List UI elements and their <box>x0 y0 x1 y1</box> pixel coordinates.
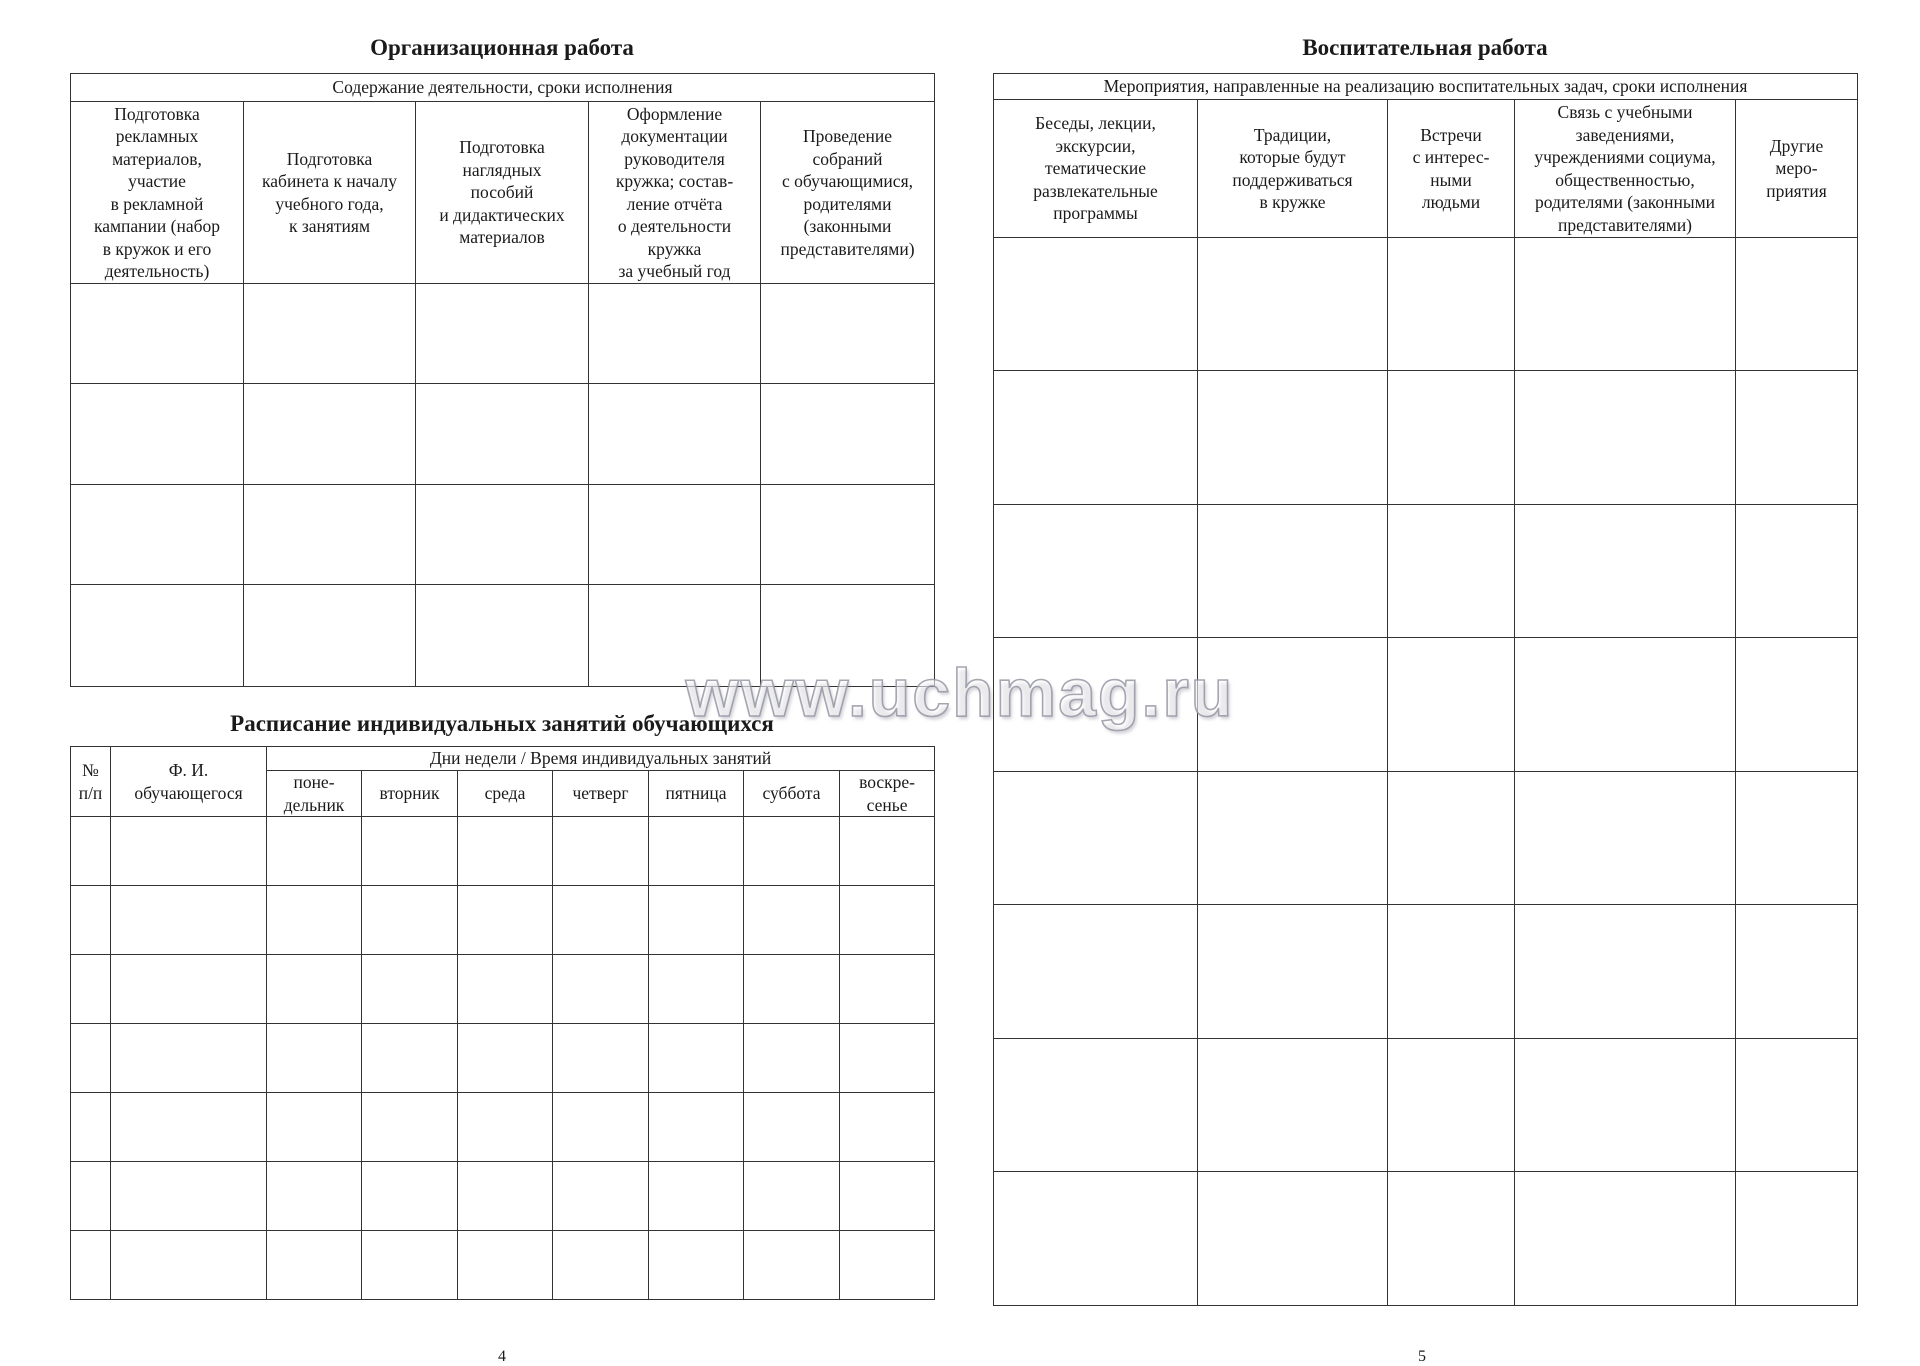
org-column-header: Подготовка наглядных пособий и дидактических материалов <box>416 102 589 284</box>
table-cell[interactable] <box>994 238 1198 371</box>
table-cell[interactable] <box>649 1162 744 1231</box>
table-cell[interactable] <box>1388 905 1515 1039</box>
table-cell[interactable] <box>244 384 416 485</box>
watermark: www.uchmag.ru <box>685 655 1235 731</box>
table-row <box>994 505 1858 638</box>
table-cell[interactable] <box>744 1093 840 1162</box>
table-cell[interactable] <box>267 1093 362 1162</box>
table-cell[interactable] <box>1515 371 1736 505</box>
day-header-tuesday: вторник <box>362 771 458 817</box>
table-cell[interactable] <box>553 1093 649 1162</box>
table-cell[interactable] <box>1388 371 1515 505</box>
table-cell[interactable] <box>649 1093 744 1162</box>
table-row <box>994 1172 1858 1306</box>
student-name-header: Ф. И. обучающегося <box>111 747 267 817</box>
day-header-sunday: воскре- сенье <box>840 771 935 817</box>
table-cell[interactable] <box>1388 505 1515 638</box>
table-cell[interactable] <box>1736 772 1858 905</box>
table-cell[interactable] <box>744 817 840 886</box>
table-cell[interactable] <box>267 886 362 955</box>
table-cell[interactable] <box>589 485 761 585</box>
table-row <box>71 817 935 886</box>
table-cell[interactable] <box>1198 772 1388 905</box>
table-cell[interactable] <box>71 1162 111 1231</box>
table-cell[interactable] <box>994 1039 1198 1172</box>
table-cell[interactable] <box>744 1231 840 1300</box>
table-cell[interactable] <box>1736 1039 1858 1172</box>
table-cell[interactable] <box>553 1024 649 1093</box>
table-cell[interactable] <box>362 955 458 1024</box>
day-header-friday: пятница <box>649 771 744 817</box>
table-cell[interactable] <box>244 485 416 585</box>
table-row <box>71 1024 935 1093</box>
table-cell[interactable] <box>553 955 649 1024</box>
table-cell[interactable] <box>111 817 267 886</box>
table-cell[interactable] <box>71 1024 111 1093</box>
table-cell[interactable] <box>71 585 244 687</box>
table-cell[interactable] <box>1736 238 1858 371</box>
table-cell[interactable] <box>71 1093 111 1162</box>
table-cell[interactable] <box>761 485 935 585</box>
edu-column-header: Другие меро- приятия <box>1736 100 1858 238</box>
table-cell[interactable] <box>416 384 589 485</box>
edu-column-header: Связь с учебными заведениями, учреждениями социума, общественностью, родителями (законными представителями) <box>1515 100 1736 238</box>
edu-column-header: Традиции, которые будут поддерживаться в кружке <box>1198 100 1388 238</box>
table-cell[interactable] <box>1388 238 1515 371</box>
table-cell[interactable] <box>840 1093 935 1162</box>
table-row <box>994 238 1858 371</box>
table-cell[interactable] <box>362 817 458 886</box>
table-cell[interactable] <box>458 1093 553 1162</box>
table-cell[interactable] <box>416 284 589 384</box>
table-cell[interactable] <box>362 1231 458 1300</box>
table-row <box>71 1162 935 1231</box>
day-header-wednesday: среда <box>458 771 553 817</box>
table-row <box>71 1093 935 1162</box>
table-cell[interactable] <box>267 955 362 1024</box>
table-cell[interactable] <box>267 1231 362 1300</box>
table-row <box>71 485 935 585</box>
table-row <box>994 371 1858 505</box>
table-cell[interactable] <box>840 1162 935 1231</box>
table-cell[interactable] <box>761 284 935 384</box>
table-cell[interactable] <box>1198 905 1388 1039</box>
table-row <box>71 886 935 955</box>
org-column-header: Подготовка рекламных материалов, участие в рекламной кампании (набор в кружок и его деятельность) <box>71 102 244 284</box>
table-cell[interactable] <box>1388 772 1515 905</box>
table-row <box>71 955 935 1024</box>
edu-column-header: Беседы, лекции, экскурсии, тематические развлекательные программы <box>994 100 1198 238</box>
day-header-thursday: четверг <box>553 771 649 817</box>
number-header: № п/п <box>71 747 111 817</box>
table-cell[interactable] <box>840 955 935 1024</box>
table-cell[interactable] <box>1198 1039 1388 1172</box>
table-cell[interactable] <box>744 1024 840 1093</box>
table-cell[interactable] <box>71 284 244 384</box>
org-column-header: Оформление документации руководителя кружка; состав- ление отчёта о деятельности кружка за учебный год <box>589 102 761 284</box>
schedule-title: Расписание индивидуальных занятий обучающихся <box>230 711 774 736</box>
table-cell[interactable] <box>71 384 244 485</box>
table-cell[interactable] <box>1198 371 1388 505</box>
table-cell[interactable] <box>71 886 111 955</box>
table-cell[interactable] <box>553 1231 649 1300</box>
days-group-header: Дни недели / Время индивидуальных занятий <box>267 747 935 771</box>
table-cell[interactable] <box>362 1093 458 1162</box>
day-header-monday: поне- дельник <box>267 771 362 817</box>
table-cell[interactable] <box>458 1162 553 1231</box>
table-cell[interactable] <box>840 886 935 955</box>
table-cell[interactable] <box>840 1024 935 1093</box>
table-cell[interactable] <box>1198 638 1388 772</box>
table-cell[interactable] <box>589 284 761 384</box>
table-cell[interactable] <box>994 1172 1198 1306</box>
table-cell[interactable] <box>553 817 649 886</box>
table-cell[interactable] <box>649 1024 744 1093</box>
table-cell[interactable] <box>458 886 553 955</box>
table-cell[interactable] <box>1388 638 1515 772</box>
table-cell[interactable] <box>267 1162 362 1231</box>
table-cell[interactable] <box>1198 1172 1388 1306</box>
page-number-left: 4 <box>498 1348 506 1365</box>
table-row <box>71 1231 935 1300</box>
table-cell[interactable] <box>1736 905 1858 1039</box>
table-cell[interactable] <box>1736 638 1858 772</box>
table-cell[interactable] <box>71 1231 111 1300</box>
table-row <box>994 1039 1858 1172</box>
org-column-header: Проведение собраний с обучающимися, родителями (законными представителями) <box>761 102 935 284</box>
table-row <box>994 772 1858 905</box>
table-cell[interactable] <box>994 905 1198 1039</box>
table-row <box>71 284 935 384</box>
table-cell[interactable] <box>1515 638 1736 772</box>
edu-group-header: Мероприятия, направленные на реализацию воспитательных задач, сроки исполнения <box>994 74 1858 100</box>
table-cell[interactable] <box>744 1162 840 1231</box>
org-work-table <box>70 73 935 687</box>
table-cell[interactable] <box>649 955 744 1024</box>
table-cell[interactable] <box>244 585 416 687</box>
table-cell[interactable] <box>649 817 744 886</box>
table-cell[interactable] <box>362 1162 458 1231</box>
table-cell[interactable] <box>71 955 111 1024</box>
table-cell[interactable] <box>744 955 840 1024</box>
table-cell[interactable] <box>1736 505 1858 638</box>
table-cell[interactable] <box>649 886 744 955</box>
schedule-table <box>70 746 935 1300</box>
table-cell[interactable] <box>416 485 589 585</box>
table-cell[interactable] <box>111 1024 267 1093</box>
table-cell[interactable] <box>267 1024 362 1093</box>
table-cell[interactable] <box>111 1093 267 1162</box>
table-cell[interactable] <box>1198 505 1388 638</box>
table-cell[interactable] <box>994 371 1198 505</box>
table-cell[interactable] <box>761 585 935 687</box>
org-column-header: Подготовка кабинета к началу учебного года, к занятиям <box>244 102 416 284</box>
table-cell[interactable] <box>458 817 553 886</box>
table-cell[interactable] <box>111 886 267 955</box>
table-cell[interactable] <box>589 585 761 687</box>
table-cell[interactable] <box>71 485 244 585</box>
table-cell[interactable] <box>744 886 840 955</box>
table-cell[interactable] <box>1515 772 1736 905</box>
table-cell[interactable] <box>71 817 111 886</box>
table-cell[interactable] <box>761 384 935 485</box>
day-header-saturday: суббота <box>744 771 840 817</box>
table-cell[interactable] <box>416 585 589 687</box>
table-cell[interactable] <box>589 384 761 485</box>
table-cell[interactable] <box>111 955 267 1024</box>
edu-work-table <box>993 73 1858 1306</box>
table-row <box>994 638 1858 772</box>
table-cell[interactable] <box>362 886 458 955</box>
table-cell[interactable] <box>1736 1172 1858 1306</box>
table-cell[interactable] <box>994 772 1198 905</box>
table-row <box>994 905 1858 1039</box>
table-cell[interactable] <box>244 284 416 384</box>
table-cell[interactable] <box>1515 1172 1736 1306</box>
table-cell[interactable] <box>840 1231 935 1300</box>
table-cell[interactable] <box>1515 905 1736 1039</box>
table-cell[interactable] <box>649 1231 744 1300</box>
table-cell[interactable] <box>994 638 1198 772</box>
table-cell[interactable] <box>458 1024 553 1093</box>
table-cell[interactable] <box>1515 1039 1736 1172</box>
table-cell[interactable] <box>1388 1172 1515 1306</box>
edu-column-header: Встречи с интерес- ными людьми <box>1388 100 1515 238</box>
table-row <box>71 585 935 687</box>
table-cell[interactable] <box>362 1024 458 1093</box>
table-cell[interactable] <box>553 1162 649 1231</box>
table-cell[interactable] <box>994 505 1198 638</box>
table-cell[interactable] <box>1515 505 1736 638</box>
table-row <box>71 384 935 485</box>
table-cell[interactable] <box>840 817 935 886</box>
table-cell[interactable] <box>458 955 553 1024</box>
table-cell[interactable] <box>267 817 362 886</box>
table-cell[interactable] <box>111 1231 267 1300</box>
table-cell[interactable] <box>111 1162 267 1231</box>
table-cell[interactable] <box>553 886 649 955</box>
org-group-header: Содержание деятельности, сроки исполнения <box>71 74 935 102</box>
page-number-right: 5 <box>1418 1348 1426 1365</box>
table-cell[interactable] <box>458 1231 553 1300</box>
table-cell[interactable] <box>1736 371 1858 505</box>
edu-work-title: Воспитательная работа <box>1302 35 1548 60</box>
table-cell[interactable] <box>1198 238 1388 371</box>
org-work-title: Организационная работа <box>370 35 634 60</box>
table-cell[interactable] <box>1515 238 1736 371</box>
table-cell[interactable] <box>1388 1039 1515 1172</box>
